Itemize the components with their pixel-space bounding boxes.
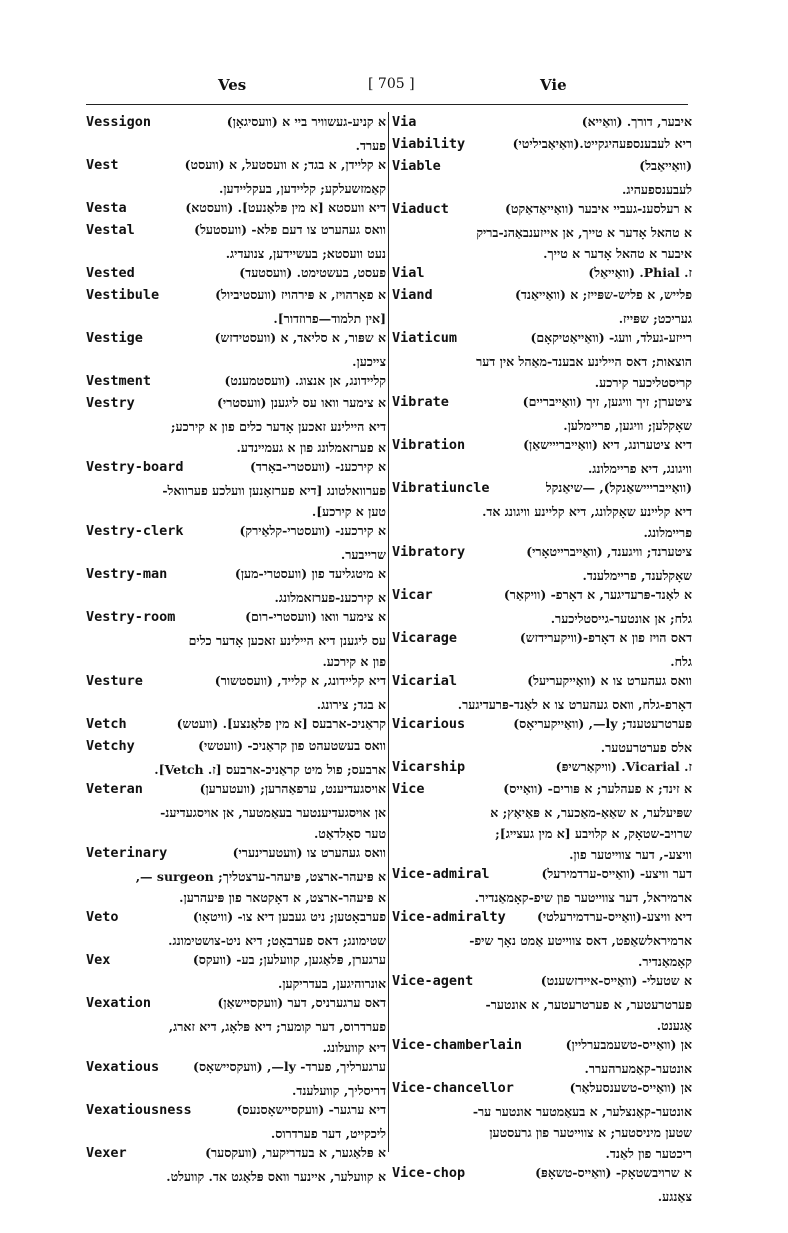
right-column — [392, 114, 692, 1208]
entry-definition-continuation: גלח. — [670, 654, 692, 669]
entry-definition-continuation: אַגענט. — [656, 1018, 692, 1033]
dictionary-entry — [392, 866, 692, 908]
entry-definition-continuation: לעבענספעהיג. — [621, 182, 692, 197]
entry-headword: Vice-admiral — [392, 866, 490, 882]
dictionary-entry — [392, 287, 692, 329]
entry-definition-first: א קניע-געשוויר ביי א (וועסיגאָן) — [226, 114, 386, 129]
entry-headword: Vexer — [86, 1145, 127, 1161]
dictionary-entry — [86, 1059, 386, 1101]
dictionary-entry — [86, 523, 386, 565]
dictionary-entry — [392, 630, 692, 672]
entry-definition-first: א זינד; א פעהלער; א פּורים- (וואַייס) — [503, 781, 692, 796]
entry-definition-continuation: אונטער-קאַנצלער, א בעאַמטער אונטער ער- — [472, 1104, 692, 1119]
entry-definition-first: אויסגעדיענט, ערפאַהרען; (וועטערען) — [199, 781, 386, 796]
entry-definition-continuation: הוצאות; דאס היילינע אבענד-מאַהל אין דער — [476, 354, 692, 369]
entry-headword: Vice — [392, 781, 425, 797]
dictionary-entry — [392, 1037, 692, 1079]
entry-headword: Viand — [392, 287, 433, 303]
entry-first-line — [86, 781, 386, 802]
entry-definition-continuation: קאַמזשעלקע; קליידען, בעקליידען. — [219, 181, 386, 196]
dictionary-entry — [86, 1145, 386, 1187]
entry-definition-continuation: געריכט; שפּייז. — [618, 311, 692, 326]
dictionary-entry — [392, 673, 692, 715]
dictionary-entry — [392, 759, 692, 780]
dictionary-entry — [392, 114, 692, 135]
entry-headword: Vibratiuncle — [392, 480, 490, 496]
dictionary-entry — [392, 265, 692, 286]
entry-definition-continuation: שרייבער. — [340, 547, 386, 562]
entry-definition-first: וואס געהערט צו א (וואַייקעריעל) — [527, 673, 692, 688]
entry-definition-first: א קירכענ- (וועסטרי-קלאַירק) — [239, 523, 386, 538]
entry-first-line — [392, 673, 692, 694]
entry-headword: Vessigon — [86, 114, 152, 130]
entry-headword: Vestry-board — [86, 459, 184, 475]
entry-first-line — [392, 866, 692, 887]
entry-definition-first: א קליידן, א בגד; א וועסטעל, א (וועסט) — [184, 157, 386, 172]
entry-definition-first: דאס הויז פון א דאָרפ-(וויקערידזש) — [519, 630, 692, 645]
entry-definition-continuation: שאָקלען; וויגען, פריימלען. — [563, 418, 692, 433]
entry-first-line — [86, 459, 386, 480]
entry-definition-first: דיא וויצע-(וואַייס-ערדמירעלטי) — [536, 909, 692, 924]
entry-definition-first: א קירכענ- (וועסטרי-באָרד) — [249, 459, 386, 474]
dictionary-entry — [392, 716, 692, 758]
entry-first-line — [86, 1145, 386, 1166]
entry-definition-first: א צימער וואו עס ליגענן (וועסטרי) — [217, 395, 386, 410]
entry-definition-continuation: א פערזאמלונג פון א געמיינדע. — [236, 440, 386, 455]
entry-first-line — [86, 200, 386, 221]
entry-definition-first: (וואַייברייישאַנקל), —שיאַנקל — [545, 480, 692, 495]
entry-definition-first: ז. Phial. (וואַייאַל) — [588, 265, 692, 280]
entry-first-line — [86, 287, 386, 308]
dictionary-entry — [392, 1165, 692, 1207]
entry-first-line — [86, 114, 386, 135]
dictionary-entry — [86, 200, 386, 221]
entry-headword: Vexation — [86, 995, 152, 1011]
dictionary-entry — [86, 995, 386, 1058]
entry-headword: Vexatious — [86, 1059, 160, 1075]
entry-first-line — [392, 544, 692, 565]
dictionary-entry — [392, 973, 692, 1036]
entry-definition-continuation: פערטרעטער, א פערטרעטער, א אונטער- — [485, 997, 692, 1012]
dictionary-entry — [86, 287, 386, 329]
entry-definition-continuation: דיא קליינע שאָקלונג, דיא קליינע וויגונג אד. — [482, 504, 692, 519]
entry-definition-continuation: דאָרפ-גלח, וואס געהערט צו א לאַנד-פּרעדיגער. — [457, 697, 692, 712]
dictionary-entry — [86, 738, 386, 780]
header-right-guide-word: Vie — [540, 76, 567, 94]
entry-headword: Vetch — [86, 716, 127, 732]
entry-first-line — [86, 523, 386, 544]
entry-first-line — [86, 952, 386, 973]
entry-definition-continuation: נעט וועסטא; בעשיידען, צנועדיג. — [225, 246, 386, 261]
entry-definition-continuation: וויצע-, דער צווייטער פון. — [569, 847, 692, 862]
entry-definition-first: דאס ערגערניס, דער (וועקסיישאַן) — [217, 995, 386, 1010]
entry-definition-continuation: [אין תלמוד—פרוזדור]. — [273, 311, 386, 326]
entry-headword: Vestment — [86, 373, 152, 389]
entry-definition-first: א פּלאַגער, א בעדריקער, (וועקסער) — [205, 1145, 386, 1160]
left-column — [86, 114, 386, 1188]
entry-first-line — [86, 265, 386, 286]
entry-headword: Via — [392, 114, 417, 130]
entry-definition-continuation: ארמיראלשאַפט, דאס צווייטע אַמט נאָך שיפ- — [469, 933, 692, 948]
entry-definition-first: פלייש, א פליש-שפּייז; א (וואַייאַנד) — [514, 287, 692, 302]
entry-headword: Veterinary — [86, 845, 168, 861]
entry-definition-continuation: איבער א טהאל אָדער א טייך. — [543, 246, 692, 261]
dictionary-entry — [86, 609, 386, 672]
entry-first-line — [86, 845, 386, 866]
entry-first-line — [392, 437, 692, 458]
entry-first-line — [392, 201, 692, 222]
entry-headword: Vestal — [86, 222, 135, 238]
entry-definition-continuation: שטען מיניסטער; א צווייטער פון גרעסטען — [489, 1125, 692, 1140]
entry-first-line — [392, 716, 692, 737]
entry-first-line — [392, 394, 692, 415]
entry-definition-continuation: פערדרוס, דער קומער; דיא פּלאָג, דיא זארג, — [168, 1019, 386, 1034]
entry-headword: Veteran — [86, 781, 143, 797]
dictionary-entry — [392, 437, 692, 479]
entry-definition-first: ז. Vicarial. (וויקאַרשיפּ) — [555, 759, 692, 774]
entry-definition-first: דיא קליידונג, א קלייד, (וועסטשור) — [214, 673, 386, 688]
dictionary-entry — [86, 952, 386, 994]
dictionary-entry — [392, 136, 692, 157]
entry-definition-continuation: דיא היילינע זאכען אָדער כלים פון א קירכע; — [170, 419, 386, 434]
entry-definition-first: א פאָרהויז, א פּירהויז (וועסטיביול) — [215, 287, 386, 302]
entry-definition-first: וואס געהערט צו (וועטערינערי) — [232, 845, 386, 860]
entry-headword: Vestry-man — [86, 566, 168, 582]
entry-definition-continuation: אלס פערטרעטער. — [600, 740, 692, 755]
entry-first-line — [392, 1080, 692, 1101]
entry-headword: Vestry-room — [86, 609, 176, 625]
dictionary-entry — [86, 330, 386, 372]
entry-definition-first: וואס געהערט צו דעם פלא- (וועסטעל) — [194, 222, 386, 237]
entry-definition-continuation: א קירכענ-פערזאמלונג. — [274, 590, 386, 605]
dictionary-entry — [392, 1080, 692, 1164]
entry-definition-first: א מיטגליעד פון (וועסטרי-מען) — [234, 566, 386, 581]
entry-definition-first: ריא לעבענספעהיגקייט.(וואַיאַביליטי) — [512, 136, 692, 151]
entry-headword: Viaduct — [392, 201, 449, 217]
entry-definition-continuation: שטימונג; דאס פערבאָט; דיא ניט-צושטימונג. — [168, 933, 386, 948]
entry-headword: Vex — [86, 952, 111, 968]
entry-headword: Vicarage — [392, 630, 458, 646]
entry-definition-first: רייזע-געלד, וועג- (וואַייאַטיקאָם) — [530, 330, 692, 345]
dictionary-entry — [86, 716, 386, 737]
dictionary-entry — [86, 781, 386, 844]
entry-headword: Vial — [392, 265, 425, 281]
entry-definition-first: קראַניכ-ארבעס [א מין פלאַנצע]. (וועטש) — [176, 716, 386, 731]
entry-first-line — [86, 395, 386, 416]
entry-definition-first: ערגערליך, פערד- ly—, (וועקסיישאָס) — [193, 1059, 386, 1074]
header-rule — [86, 104, 688, 105]
entry-definition-continuation: שרויב-שטאָק, א קלויבע [א מין געצייג]; — [495, 826, 692, 841]
entry-headword: Vestige — [86, 330, 143, 346]
entry-definition-continuation: וויגונג, דיא פריימלונג. — [587, 461, 692, 476]
column-divider — [388, 112, 389, 1152]
entry-headword: Viaticum — [392, 330, 458, 346]
entry-first-line — [86, 222, 386, 243]
entry-first-line — [86, 1102, 386, 1123]
entry-definition-continuation: עס ליגענן דיא היילינע זאכען אָדער כלים — [188, 633, 386, 648]
dictionary-entry — [86, 845, 386, 908]
entry-first-line — [86, 995, 386, 1016]
entry-headword: Vicarious — [392, 716, 466, 732]
running-header — [0, 76, 788, 98]
entry-definition-continuation: פערד. — [355, 138, 386, 153]
entry-definition-first: א שטעלי- (וואַייס-איידזשענט) — [540, 973, 692, 988]
entry-definition-continuation: קאָמאַנדיר. — [638, 954, 692, 969]
dictionary-entry — [392, 201, 692, 264]
dictionary-entry — [392, 158, 692, 200]
entry-definition-first: ערגערן, פּלאַגען, קוועלען; בע- (וועקס) — [192, 952, 386, 967]
entry-definition-continuation: שאָקלענד, פריימלענד. — [582, 568, 692, 583]
dictionary-entry — [392, 587, 692, 629]
entry-headword: Vice-chop — [392, 1165, 466, 1181]
entry-definition-continuation: א טהאל אָדער א טייך, אן אייזענבאַהנ-בריק — [476, 225, 692, 240]
entry-first-line — [86, 673, 386, 694]
entry-definition-continuation: פון א קירכע. — [322, 654, 386, 669]
entry-definition-continuation: אונטער-קאַמערהערר. — [584, 1061, 692, 1076]
entry-first-line — [86, 373, 386, 394]
entry-definition-first: אן (וואַייס-טשעמבערליין) — [565, 1037, 692, 1052]
entry-first-line — [392, 287, 692, 308]
entry-headword: Vibration — [392, 437, 466, 453]
entry-first-line — [86, 330, 386, 351]
entry-definition-first: ציטערנד; וויגענד, (וואַייברייטאָרי) — [526, 544, 692, 559]
entry-headword: Vice-admiralty — [392, 909, 506, 925]
dictionary-entry — [392, 544, 692, 586]
dictionary-entry — [86, 265, 386, 286]
entry-definition-continuation: טען א קירכע]. — [311, 504, 386, 519]
dictionary-entry — [392, 394, 692, 436]
entry-headword: Vexatiousness — [86, 1102, 192, 1118]
entry-first-line — [392, 973, 692, 994]
entry-definition-continuation: א בגד; צירונג. — [316, 697, 386, 712]
dictionary-entry — [86, 114, 386, 156]
entry-first-line — [392, 480, 692, 501]
entry-first-line — [392, 1165, 692, 1186]
dictionary-entry — [86, 373, 386, 394]
entry-headword: Vestry — [86, 395, 135, 411]
header-left-guide-word: Ves — [218, 76, 247, 94]
dictionary-entry — [392, 909, 692, 972]
entry-definition-continuation: פריימלונג. — [643, 525, 692, 540]
entry-first-line — [392, 781, 692, 802]
entry-first-line — [86, 909, 386, 930]
entry-headword: Vesture — [86, 673, 143, 689]
entry-definition-continuation: צייכען. — [352, 354, 386, 369]
entry-first-line — [392, 909, 692, 930]
entry-headword: Vesta — [86, 200, 127, 216]
dictionary-entry — [392, 330, 692, 393]
entry-definition-continuation: דיא קוועלונג. — [322, 1040, 386, 1055]
entry-definition-first: קליידונג, אן אנצוג. (וועסטמענט) — [224, 373, 386, 388]
entry-first-line — [392, 759, 692, 780]
entry-first-line — [86, 1059, 386, 1080]
dictionary-entry — [86, 1102, 386, 1144]
entry-definition-continuation: א פּיעהר-ארצט, פּיעהר-ערצטליך; surgeon —, — [135, 869, 386, 884]
entry-definition-continuation: אן אויסגעדיענטער בעאַמטער, אן אויסגעדיענ- — [160, 805, 386, 820]
entry-definition-continuation: אונרוהיגען, בעדריקען. — [277, 976, 386, 991]
entry-first-line — [392, 630, 692, 651]
entry-headword: Vest — [86, 157, 119, 173]
entry-definition-continuation: גלח; אן אונטער-גייסטליכער. — [550, 611, 692, 626]
entry-headword: Vetchy — [86, 738, 135, 754]
entry-headword: Vicarial — [392, 673, 458, 689]
entry-first-line — [392, 136, 692, 157]
entry-definition-continuation: שפּיעלער, א שאַאַ-מאַכער, א פּאַיאַץ; א — [490, 805, 692, 820]
dictionary-entry — [86, 673, 386, 715]
entry-headword: Veto — [86, 909, 119, 925]
entry-definition-first: (וואַייאַבל) — [639, 158, 692, 173]
dictionary-entry — [392, 781, 692, 865]
dictionary-entry — [86, 459, 386, 522]
entry-definition-first: וואס בעשטעהט פון קראַניכ- (וועטשי) — [198, 738, 386, 753]
entry-definition-continuation: טער סאָלדאַט. — [313, 826, 386, 841]
entry-definition-first: פעסט, בעשטימט. (וועסטעד) — [239, 265, 386, 280]
entry-first-line — [86, 609, 386, 630]
entry-first-line — [392, 158, 692, 179]
entry-first-line — [392, 265, 692, 286]
entry-first-line — [392, 587, 692, 608]
entry-definition-continuation: א קוועלער, איינער וואס פּלאַגט אד. קוועלט. — [166, 1169, 386, 1184]
entry-first-line — [86, 566, 386, 587]
entry-first-line — [86, 738, 386, 759]
entry-first-line — [86, 157, 386, 178]
entry-definition-first: פערבאָטען; ניט געבען דיא צו- (וויטאָו) — [192, 909, 386, 924]
entry-headword: Vibrate — [392, 394, 449, 410]
dictionary-entry — [86, 157, 386, 199]
entry-definition-continuation: ארמיראל, דער צווייטער פון שיפ-קאָמאַנדיר. — [474, 890, 692, 905]
entry-definition-continuation: פערוואלטונג [דיא פערזאָנען וועלכע פערוואל- — [162, 483, 386, 498]
entry-headword: Vested — [86, 265, 135, 281]
page-number: [ 705 ] — [368, 76, 415, 92]
entry-definition-first: דיא ציטערונג, דיא (וואַייברייישאַן) — [523, 437, 692, 452]
entry-definition-first: א צימער וואו (וועסטרי-רום) — [245, 609, 386, 624]
entry-first-line — [392, 1037, 692, 1058]
entry-headword: Vestry-clerk — [86, 523, 184, 539]
entry-definition-continuation: דריסליך, קוועלענד. — [291, 1083, 386, 1098]
entry-definition-continuation: צאַנגע. — [657, 1189, 692, 1204]
entry-definition-continuation: ליכקייט, דער פערדרוס. — [270, 1126, 386, 1141]
entry-first-line — [392, 330, 692, 351]
entry-definition-first: אן (וואַייס-טשענסעלאַר) — [569, 1080, 692, 1095]
entry-headword: Vestibule — [86, 287, 160, 303]
dictionary-entry — [86, 909, 386, 951]
entry-headword: Viability — [392, 136, 466, 152]
entry-definition-continuation: א פּיעהר-ארצט, א דאָקטאר פון פּיעהרען. — [179, 890, 386, 905]
entry-headword: Vice-chamberlain — [392, 1037, 523, 1053]
entry-headword: Vicarship — [392, 759, 466, 775]
entry-definition-first: א שרויבשטאָק- (וואַייס-טשאָפּ) — [535, 1165, 692, 1180]
entry-headword: Viable — [392, 158, 441, 174]
dictionary-entry — [392, 480, 692, 543]
entry-definition-continuation: ריכטער פון לאַנד. — [605, 1146, 692, 1161]
dictionary-entry — [86, 566, 386, 608]
entry-definition-continuation: ארבעס; פול מיט קראַניכ-ארבעס [ז. Vetch]. — [154, 762, 386, 777]
entry-headword: Vibratory — [392, 544, 466, 560]
entry-definition-first: דער וויצע- (וואַייס-ערדמירעל) — [541, 866, 692, 881]
entry-headword: Vicar — [392, 587, 433, 603]
entry-definition-first: א רעלסענ-געביי איבער (וואַייאַדאַקט) — [504, 201, 692, 216]
entry-headword: Vice-agent — [392, 973, 474, 989]
entry-definition-first: איבער, דורך. (וואַייא) — [581, 114, 692, 129]
entry-definition-first: ציטערן; זיך וויגען, זיך (וואַייבריים) — [522, 394, 692, 409]
entry-headword: Vice-chancellor — [392, 1080, 514, 1096]
entry-first-line — [392, 114, 692, 135]
entry-definition-continuation: קריסטליכער קירכע. — [594, 375, 692, 390]
entry-definition-first: פערטרעטענד; ly—, (וואַייקעריאָס) — [513, 716, 692, 731]
dictionary-entry — [86, 395, 386, 458]
entry-first-line — [86, 716, 386, 737]
entry-definition-first: א שפּור, א סליאד, א (וועסטידזש) — [214, 330, 386, 345]
entry-definition-first: דיא ערגער- (וועקסיישאָסנעס) — [236, 1102, 386, 1117]
entry-definition-first: דיא וועסטא [א מין פּלאַנעט]. (וועסטא) — [185, 200, 386, 215]
dictionary-entry — [86, 222, 386, 264]
entry-definition-first: א לאַנד-פּרעדיגער, א דאָרפ- (וויקאַר) — [503, 587, 692, 602]
